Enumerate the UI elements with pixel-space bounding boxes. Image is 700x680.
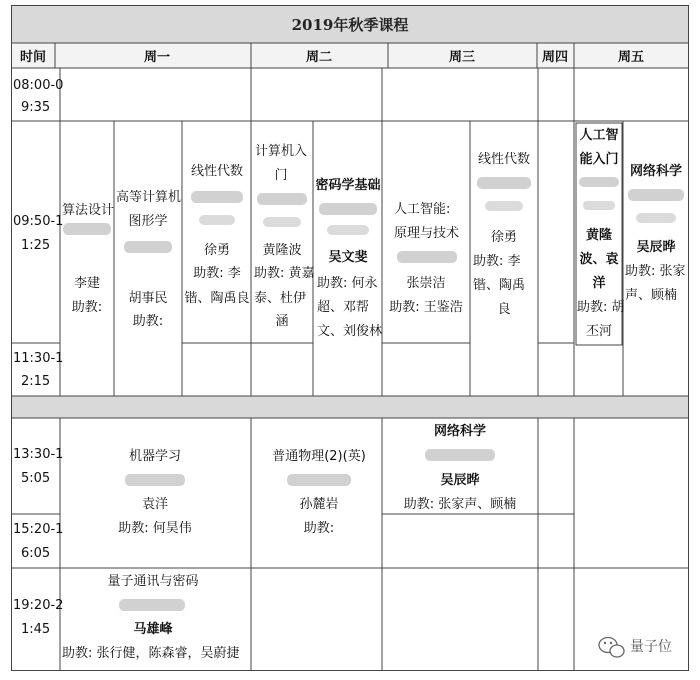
course-name: 网络科学 bbox=[629, 164, 683, 179]
course-ta: 助教: 黄嘉 bbox=[254, 266, 315, 281]
course-teacher: 孙麓岩 bbox=[299, 497, 339, 512]
time-2a: 09:50-1 bbox=[13, 214, 64, 229]
course-teacher: 吴辰晔 bbox=[440, 473, 480, 488]
course-name: 量子通讯与密码 bbox=[107, 574, 199, 589]
course-teacher: 黄隆波 bbox=[262, 243, 302, 258]
blurred-code-2 bbox=[263, 217, 301, 227]
course-name: 密码学基础 bbox=[315, 178, 381, 193]
blurred-code bbox=[319, 203, 377, 215]
time-5b: 6:05 bbox=[21, 546, 51, 561]
course-cell-machine-learning bbox=[118, 448, 192, 536]
course-ta-3: 涵 bbox=[275, 314, 289, 329]
course-cell-physics bbox=[272, 448, 366, 536]
course-ta: 助教: 胡 bbox=[577, 300, 625, 315]
course-name: 网络科学 bbox=[433, 424, 487, 439]
time-labels bbox=[13, 78, 63, 637]
blurred-code bbox=[397, 251, 457, 263]
blurred-code bbox=[119, 599, 185, 611]
course-ta: 助教: 张家声、顾楠 bbox=[403, 497, 517, 512]
header-tue: 周二 bbox=[305, 50, 333, 65]
course-ta: 助教: 李 bbox=[193, 266, 241, 281]
course-teacher: 吴辰晔 bbox=[636, 240, 676, 255]
course-ta: 助教: 张家 bbox=[625, 264, 686, 279]
time-2b: 1:25 bbox=[21, 238, 51, 253]
page-title: 2019年秋季课程 bbox=[291, 16, 409, 34]
blurred-code bbox=[63, 223, 111, 235]
course-cell-linear-algebra-mon bbox=[184, 163, 249, 306]
header-mon: 周一 bbox=[143, 50, 171, 65]
blurred-code bbox=[579, 177, 619, 187]
course-teacher: 黄隆 bbox=[585, 228, 613, 243]
header-row bbox=[11, 43, 689, 68]
course-teacher: 徐勇 bbox=[490, 230, 518, 245]
course-ta: 助教: 李 bbox=[473, 254, 521, 269]
course-name-2: 门 bbox=[274, 168, 288, 183]
course-ta: 助教: 何永 bbox=[317, 276, 378, 291]
course-cell-network-science-fri bbox=[625, 163, 686, 303]
header-wed: 周三 bbox=[448, 50, 476, 65]
course-teacher-3: 洋 bbox=[592, 276, 606, 291]
course-ta: 助教: 王鉴浩 bbox=[389, 300, 463, 315]
time-1b: 9:35 bbox=[21, 100, 51, 115]
course-ta: 助教: bbox=[71, 300, 103, 315]
blurred-code bbox=[425, 449, 495, 461]
blurred-code bbox=[191, 191, 243, 203]
course-ta: 助教: bbox=[303, 521, 335, 536]
course-cell-ai-principles bbox=[389, 201, 463, 315]
course-teacher-2: 波、袁 bbox=[579, 252, 619, 267]
blurred-code bbox=[628, 189, 684, 201]
course-cell-linear-algebra-wed bbox=[473, 151, 531, 317]
course-ta-3: 文、刘俊林 bbox=[317, 324, 383, 339]
blurred-code-2 bbox=[327, 225, 369, 235]
blurred-code-2 bbox=[583, 201, 615, 210]
course-ta: 助教: 张行健，陈森睿，吴蔚捷 bbox=[62, 646, 240, 661]
blurred-code-2 bbox=[636, 213, 676, 223]
course-teacher: 胡事民 bbox=[128, 291, 168, 306]
blurred-code bbox=[287, 474, 351, 486]
blurred-code bbox=[125, 474, 185, 486]
course-name-2: 能入门 bbox=[579, 152, 619, 167]
time-3a: 11:30-1 bbox=[13, 351, 64, 366]
course-name: 算法设计 bbox=[62, 203, 115, 218]
course-teacher: 张崇洁 bbox=[406, 276, 446, 291]
course-name: 高等计算机 bbox=[116, 190, 182, 205]
course-cell-quantum-communication bbox=[62, 574, 240, 661]
course-ta-2: 泰、杜伊 bbox=[254, 291, 307, 306]
course-cell-intro-cs bbox=[254, 143, 315, 329]
course-cell-cryptography bbox=[315, 177, 382, 339]
course-ta-2: 锴、陶禹 bbox=[473, 278, 526, 293]
course-ta-2: 超、邓帮 bbox=[317, 300, 370, 315]
course-name: 线性代数 bbox=[477, 152, 531, 167]
course-name-2: 原理与技术 bbox=[394, 226, 460, 241]
break-band bbox=[11, 396, 689, 418]
watermark-text: 量子位 bbox=[630, 639, 672, 655]
course-ta-2: 锴、陶禹良 bbox=[184, 291, 250, 306]
blurred-code bbox=[257, 193, 307, 205]
header-fri: 周五 bbox=[617, 50, 645, 65]
course-cell-advanced-graphics bbox=[116, 189, 181, 329]
wechat-icon bbox=[599, 638, 624, 658]
time-6a: 19:20-2 bbox=[13, 598, 64, 613]
course-cell-ai-intro bbox=[577, 127, 625, 339]
blurred-code bbox=[124, 241, 172, 253]
course-ta-2: 丕河 bbox=[585, 324, 613, 339]
course-cell-network-science-wed bbox=[404, 423, 517, 512]
time-4b: 5:05 bbox=[21, 471, 51, 486]
course-name: 普通物理(2)(英) bbox=[272, 449, 366, 464]
header-time: 时间 bbox=[19, 50, 47, 65]
course-name: 人工智 bbox=[579, 128, 619, 143]
course-teacher: 袁洋 bbox=[141, 497, 169, 512]
time-4a: 13:30-1 bbox=[13, 447, 64, 462]
course-name: 线性代数 bbox=[190, 164, 244, 179]
watermark bbox=[599, 638, 672, 658]
course-teacher: 吴文斐 bbox=[328, 250, 368, 265]
course-name-2: 图形学 bbox=[128, 214, 168, 229]
schedule-table bbox=[11, 5, 689, 671]
course-name: 人工智能: bbox=[394, 202, 451, 217]
course-ta: 助教: 何昊伟 bbox=[118, 521, 192, 536]
course-teacher: 马雄峰 bbox=[133, 622, 173, 637]
course-name: 机器学习 bbox=[128, 449, 182, 464]
blurred-code-2 bbox=[199, 215, 235, 225]
time-6b: 1:45 bbox=[21, 622, 51, 637]
course-cell-algorithm-design bbox=[62, 202, 114, 315]
course-name: 计算机入 bbox=[255, 144, 308, 159]
course-ta-3: 良 bbox=[497, 302, 511, 317]
course-teacher: 李建 bbox=[73, 276, 101, 291]
time-5a: 15:20-1 bbox=[13, 522, 64, 537]
course-teacher: 徐勇 bbox=[203, 243, 231, 258]
header-thu: 周四 bbox=[541, 50, 569, 65]
time-1a: 08:00-0 bbox=[13, 78, 64, 93]
course-ta: 助教: bbox=[132, 314, 164, 329]
course-ta-2: 声、顾楠 bbox=[625, 288, 678, 303]
blurred-code bbox=[477, 177, 531, 189]
blurred-code-2 bbox=[485, 201, 523, 211]
time-3b: 2:15 bbox=[21, 374, 51, 389]
